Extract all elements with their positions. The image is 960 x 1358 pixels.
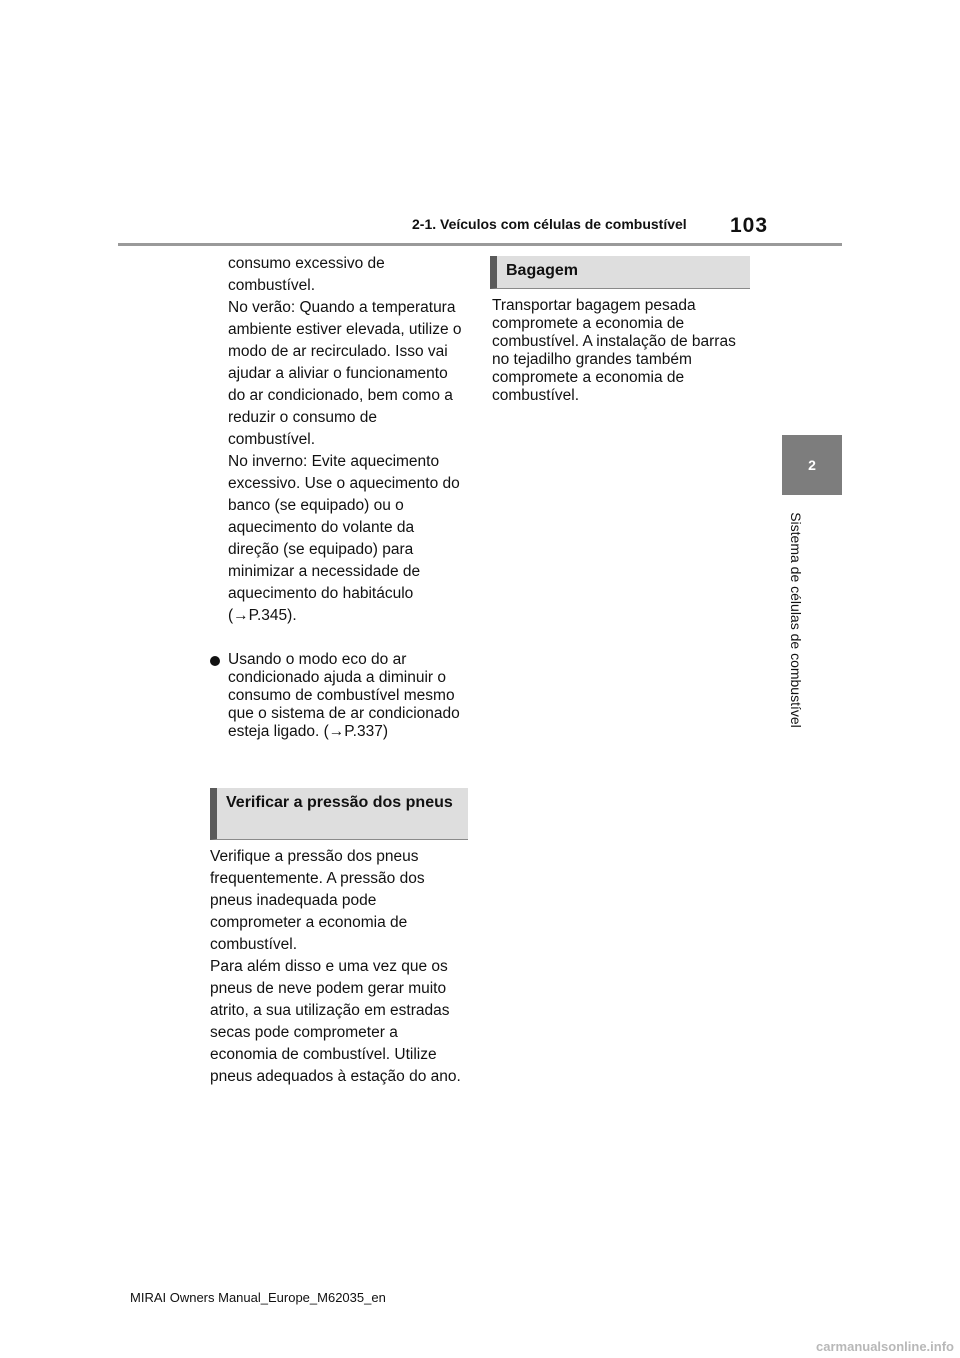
manual-footer: MIRAI Owners Manual_Europe_M62035_en	[130, 1290, 386, 1305]
tire-pressure-heading-text: Verificar a pressão dos pneus	[226, 794, 453, 811]
page-number: 103	[730, 214, 769, 237]
chapter-number: 2	[808, 457, 816, 473]
section-title: 2-1. Veículos com células de combustível	[412, 216, 687, 232]
chapter-tab	[782, 435, 842, 495]
luggage-heading	[490, 256, 750, 289]
luggage-heading-text: Bagagem	[506, 262, 579, 279]
header-divider	[118, 243, 842, 246]
luggage-paragraph: Transportar bagagem pesada compromete a economia de combustível. A instalação de barras no tejadilho grandes também compromete a economia de combustível.	[492, 297, 736, 404]
watermark: carmanualsonline.info	[816, 1339, 954, 1354]
chapter-side-label: Sistema de células de combustível	[788, 512, 804, 728]
continuation-paragraph: consumo excessivo de combustível. No verão: Quando a temperatura ambiente estiver elevada, utilize o modo de ar recirculado. Isso vai ajudar a aliviar o funcionamento do ar condicionado, bem como a reduzir o consumo de combustível. No inverno: Evite aquecimento excessivo. Use o aquecimento do banco (se equipado) ou o aquecimento do volante da direção (se equipado) para minimizar a necessidade de aquecimento do habitáculo (→P.345).	[228, 255, 462, 624]
tire-pressure-heading	[210, 788, 468, 840]
bullet-icon	[210, 656, 220, 666]
eco-mode-bullet-text: Usando o modo eco do ar condicionado ajuda a diminuir o consumo de combustível mesmo que o sistema de ar condicionado esteja ligado. (→P.337)	[228, 651, 460, 740]
tire-pressure-paragraph: Verifique a pressão dos pneus frequentemente. A pressão dos pneus inadequada pode comprometer a economia de combustível. Para além disso e uma vez que os pneus de neve podem gerar muito atrito, a sua utilização em estradas secas pode comprometer a economia de combustível. Utilize pneus adequados à estação do ano.	[210, 848, 461, 1085]
